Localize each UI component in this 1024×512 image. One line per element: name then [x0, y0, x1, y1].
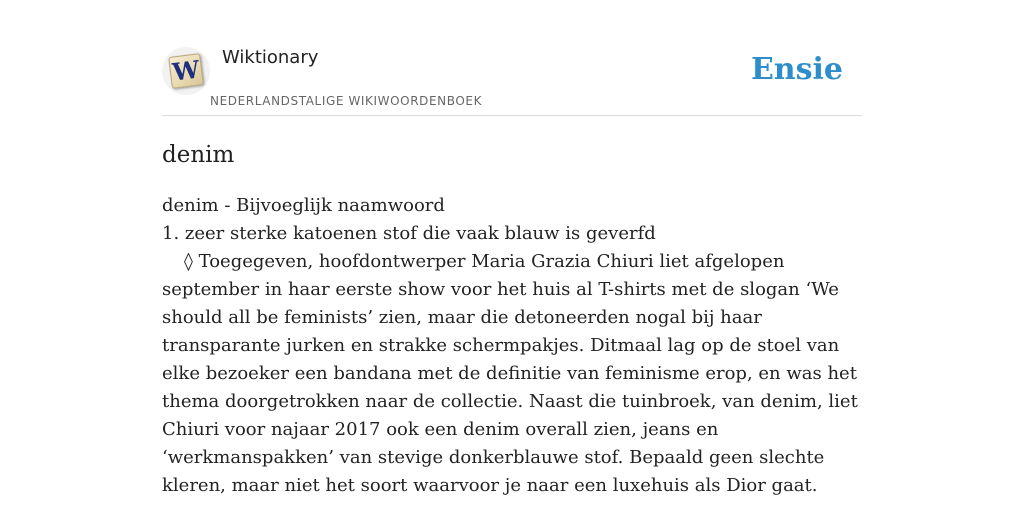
page: [162, 0, 862, 512]
page-title: denim: [162, 142, 235, 168]
site-name[interactable]: Wiktionary: [222, 47, 319, 68]
entry-body: [162, 192, 862, 500]
logo-tile: [168, 53, 204, 89]
ensie-brand-link[interactable]: Ensie: [750, 52, 843, 87]
definition: 1. zeer sterke katoenen stof die vaak blauw is geverfd: [162, 223, 656, 244]
site-header: [162, 0, 862, 116]
site-subtitle: NEDERLANDSTALIGE WIKIWOORDENBOEK: [210, 94, 483, 108]
example-sentence: ◊ Toegegeven, hoofdontwerper Maria Grazia Chiuri liet afgelopen september in haar eerste show voor het huis al T-shirts met de slogan ‘We should all be feminists’ zien, maar die detoneerden nogal bij haar transparante jurken en strakke schermpakjes. Ditmaal lag op de stoel van elke bezoeker een bandana met de definitie van feminisme erop, en was het thema doorgetrokken naar de collectie. Naast die tuinbroek, van denim, liet Chiuri voor najaar 2017 ook een denim overall zien, jeans en ‘werkmanspakken’ van stevige donkerblauwe stof. Bepaald geen slechte kleren, maar niet het soort waarvoor je naar een luxehuis als Dior gaat.: [162, 251, 858, 496]
wiktionary-logo-icon[interactable]: [162, 47, 210, 95]
logo-letter: W: [170, 54, 202, 87]
part-of-speech-line: denim - Bijvoeglijk naamwoord: [162, 195, 445, 216]
